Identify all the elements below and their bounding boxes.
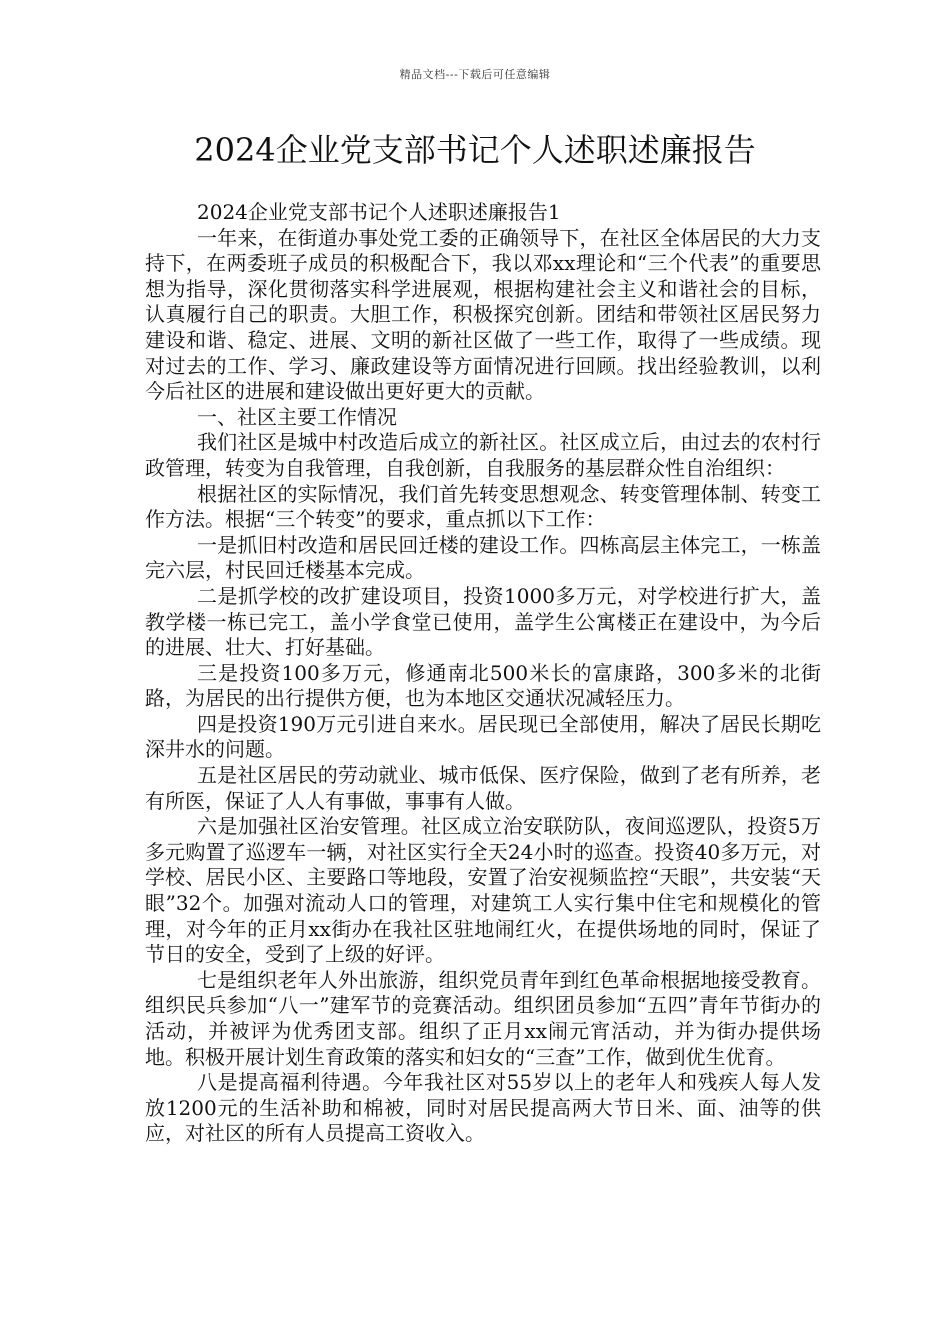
body-paragraph: 一是抓旧村改造和居民回迁楼的建设工作。四栋高层主体完工，一栋盖完六层，村民回迁楼基本完成。: [145, 532, 821, 583]
body-paragraph: 八是提高福利待遇。今年我社区对55岁以上的老年人和残疾人每人发放1200元的生活补助和棉被，同时对居民提高两大节日米、面、油等的供应，对社区的所有人员提高工资收入。: [145, 1070, 821, 1146]
body-paragraph: 五是社区居民的劳动就业、城市低保、医疗保险，做到了老有所养，老有所医，保证了人人有事做，事事有人做。: [145, 763, 821, 813]
header-note: 精品文档---下载后可任意编辑: [399, 68, 551, 81]
body-paragraph: 四是投资190万元引进自来水。居民现已全部使用，解决了居民长期吃深井水的问题。: [145, 711, 821, 762]
document-body: [145, 200, 821, 1147]
body-paragraph: 六是加强社区治安管理。社区成立治安联防队，夜间巡逻队，投资5万多元购置了巡逻车一辆，对社区实行全天24小时的巡查。投资40多万元，对学校、居民小区、主要路口等地段，安置了治安视频监控“天眼”，共安装“天眼”32个。加强对流动人口的管理，对建筑工人实行集中住宅和规模化的管理，对今年的正月xx街办在我社区驻地闹红火，在提供场地的同时，保证了节日的安全，受到了上级的好评。: [145, 814, 821, 967]
body-paragraph: 我们社区是城中村改造后成立的新社区。社区成立后，由过去的农村行政管理，转变为自我管理，自我创新，自我服务的基层群众性自治组织：: [145, 430, 821, 480]
body-paragraph: 三是投资100多万元，修通南北500米长的富康路，300多米的北街路，为居民的出行提供方便，也为本地区交通状况减轻压力。: [145, 660, 821, 711]
document-title: 2024企业党支部书记个人述职述廉报告: [194, 131, 756, 169]
body-paragraph: 二是抓学校的改扩建设项目，投资1000多万元，对学校进行扩大，盖教学楼一栋已完工，盖小学食堂已使用，盖学生公寓楼正在建设中，为今后的进展、壮大、打好基础。: [145, 583, 821, 660]
subtitle-paragraph: 2024企业党支部书记个人述职述廉报告1: [197, 200, 561, 224]
body-paragraph: 根据社区的实际情况，我们首先转变思想观念、转变管理体制、转变工作方法。根据“三个转变”的要求，重点抓以下工作：: [145, 481, 821, 532]
body-paragraph: 一年来，在街道办事处党工委的正确领导下，在社区全体居民的大力支持下，在两委班子成员的积极配合下，我以邓xx理论和“三个代表”的重要思想为指导，深化贯彻落实科学进展观，根据构建社会主义和谐社会的目标，认真履行自己的职责。大胆工作，积极探究创新。团结和带领社区居民努力建设和谐、稳定、进展、文明的新社区做了一些工作，取得了一些成绩。现对过去的工作、学习、廉政建设等方面情况进行回顾。找出经验教训，以利今后社区的进展和建设做出更好更大的贡献。: [145, 225, 821, 404]
body-paragraph: 七是组织老年人外出旅游，组织党员青年到红色革命根据地接受教育。组织民兵参加“八一”建军节的竞赛活动。组织团员参加“五四”青年节街办的活动，并被评为优秀团支部。组织了正月xx闹元宵活动，并为街办提供场地。积极开展计划生育政策的落实和妇女的“三查”工作，做到优生优育。: [145, 967, 821, 1069]
section-heading: 一、社区主要工作情况: [197, 404, 397, 429]
